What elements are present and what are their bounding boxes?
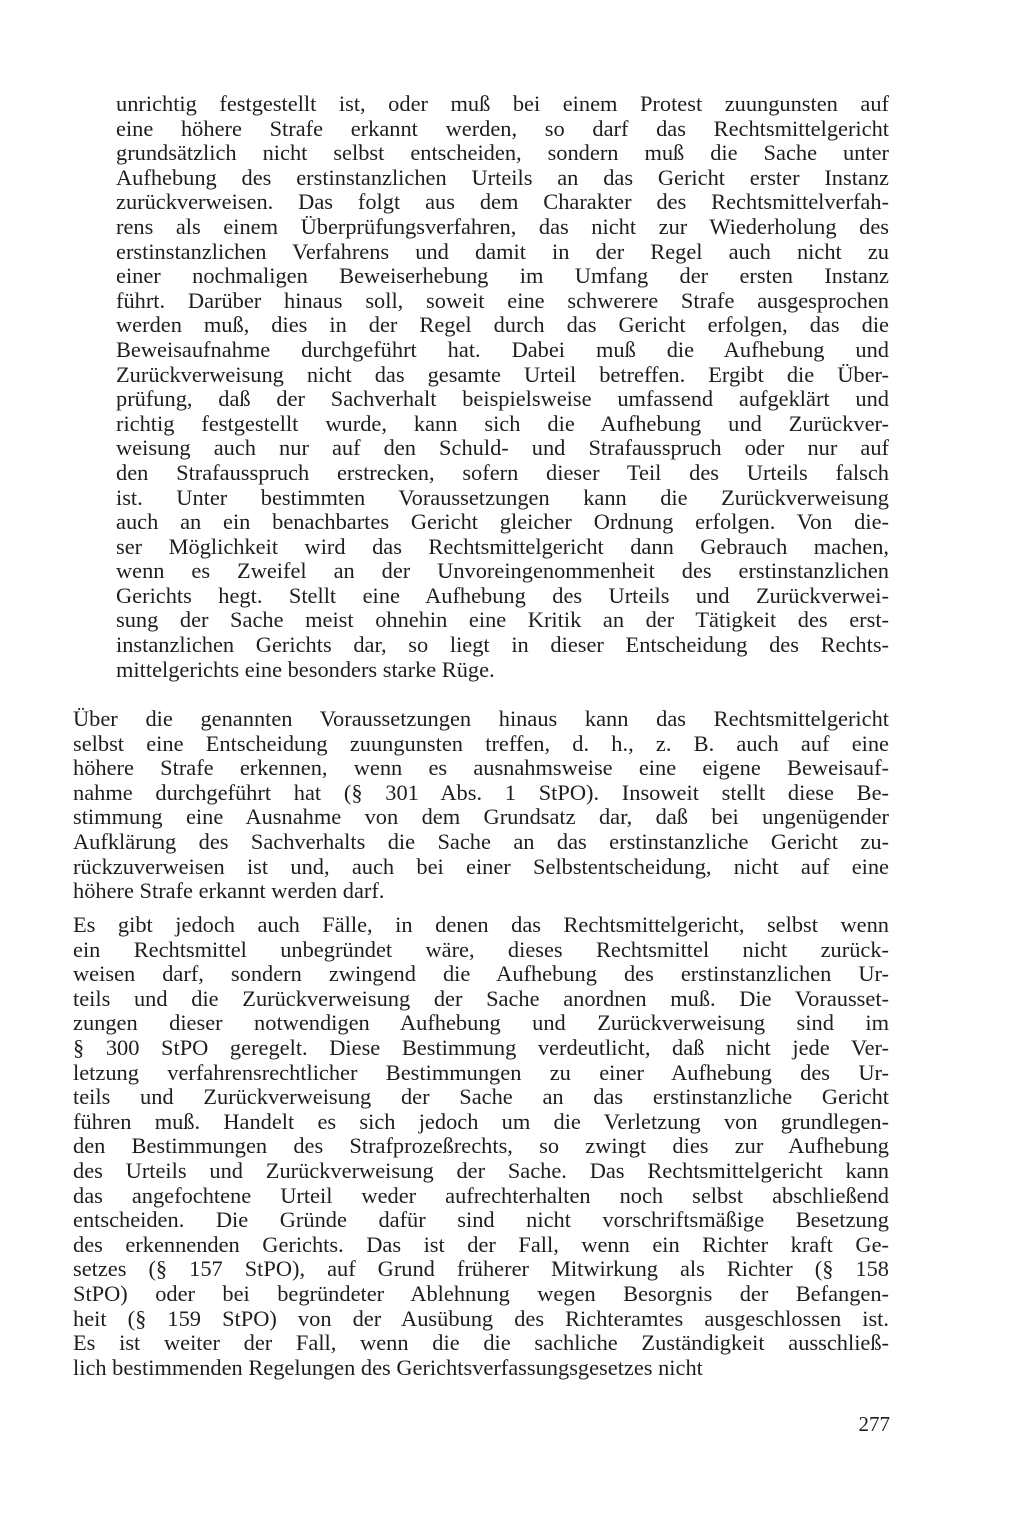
text-line: auch an ein benachbartes Gericht gleicher Ordnung erfolgen. Von die- [116, 509, 889, 535]
text-line: den Bestimmungen des Strafprozeßrechts, so zwingt dies zur Aufhebung [73, 1133, 889, 1159]
text-line: wenn es Zweifel an der Unvoreingenommenheit des erstinstanzlichen [116, 558, 889, 584]
text-line: des Urteils und Zurückverweisung der Sache. Das Rechtsmittelgericht kann [73, 1157, 889, 1183]
text-line: Es ist weiter der Fall, wenn die die sachliche Zuständigkeit ausschließ- [73, 1330, 889, 1356]
text-line: Beweisaufnahme durchgeführt hat. Dabei muß die Aufhebung und [116, 336, 889, 362]
text-line: instanzlichen Gerichts dar, so liegt in dieser Entscheidung des Rechts- [116, 632, 889, 658]
text-line: sung der Sache meist ohnehin eine Kritik an der Tätigkeit des erst- [116, 607, 889, 633]
paragraph-1 [73, 92, 889, 682]
paragraph-2 [73, 707, 889, 904]
text-line: führt. Darüber hinaus soll, soweit eine schwerere Strafe ausgesprochen [116, 287, 889, 313]
text-line: ein Rechtsmittel unbegründet wäre, dieses Rechtsmittel nicht zurück- [73, 936, 889, 962]
text-line: höhere Strafe erkennen, wenn es ausnahmsweise eine eigene Beweisauf- [73, 755, 889, 781]
text-line: rückzuverweisen ist und, auch bei einer Selbstentscheidung, nicht auf eine [73, 853, 889, 879]
text-line: Gerichts hegt. Stellt eine Aufhebung des Urteils und Zurückverwei- [116, 582, 889, 608]
text-line: Aufklärung des Sachverhalts die Sache an das erstinstanzliche Gericht zu- [73, 828, 889, 854]
text-line: zungen dieser notwendigen Aufhebung und Zurückverweisung sind im [73, 1010, 889, 1036]
text-line: Zurückverweisung nicht das gesamte Urteil betreffen. Ergibt die Über- [116, 361, 889, 387]
text-line: prüfung, daß der Sachverhalt beispielsweise umfassend aufgeklärt und [116, 386, 889, 412]
text-line: StPO) oder bei begründeter Ablehnung wegen Besorgnis der Befangen- [73, 1280, 889, 1306]
text-line: erstinstanzlichen Verfahrens und damit in der Regel auch nicht zu [116, 238, 889, 264]
text-line: Aufhebung des erstinstanzlichen Urteils an das Gericht erster Instanz [116, 164, 889, 190]
text-line: selbst eine Entscheidung zuungunsten treffen, d. h., z. B. auch auf eine [73, 730, 889, 756]
text-line: höhere Strafe erkannt werden darf. [73, 878, 385, 904]
text-line: teils und Zurückverweisung der Sache an das erstinstanzliche Gericht [73, 1084, 889, 1110]
text-line: werden muß, dies in der Regel durch das Gericht erfolgen, das die [116, 312, 889, 338]
text-line: § 300 StPO geregelt. Diese Bestimmung verdeutlicht, daß nicht jede Ver- [73, 1034, 889, 1060]
text-line: Es gibt jedoch auch Fälle, in denen das Rechtsmittelgericht, selbst wenn [73, 912, 889, 937]
text-line: des erkennenden Gerichts. Das ist der Fall, wenn ein Richter kraft Ge- [73, 1231, 889, 1257]
text-line: lich bestimmenden Regelungen des Gerichtsverfassungsgesetzes nicht [73, 1354, 703, 1380]
text-line: weisen darf, sondern zwingend die Aufhebung des erstinstanzlichen Ur- [73, 961, 889, 987]
text-line: stimmung eine Ausnahme von dem Grundsatz dar, daß bei ungenügender [73, 804, 889, 830]
text-line: richtig festgestellt wurde, kann sich die Aufhebung und Zurückver- [116, 410, 889, 436]
text-line: rens als einem Überprüfungsverfahren, das nicht zur Wiederholung des [116, 213, 889, 239]
text-line: eine höhere Strafe erkannt werden, so darf das Rechtsmittelgericht [116, 115, 889, 141]
text-line: einer nochmaligen Beweiserhebung im Umfang der ersten Instanz [116, 263, 889, 289]
text-line: weisung auch nur auf den Schuld- und Strafausspruch oder nur auf [116, 435, 889, 461]
text-line: entscheiden. Die Gründe dafür sind nicht vorschriftsmäßige Besetzung [73, 1207, 889, 1233]
text-line: Über die genannten Voraussetzungen hinaus kann das Rechtsmittelgericht [73, 706, 889, 731]
text-line: zurückverweisen. Das folgt aus dem Charakter des Rechtsmittelverfah- [116, 189, 889, 215]
text-line: setzes (§ 157 StPO), auf Grund früherer Mitwirkung als Richter (§ 158 [73, 1256, 889, 1282]
paragraph-3 [73, 913, 889, 1380]
text-line: unrichtig festgestellt ist, oder muß bei einem Protest zuungunsten auf [116, 91, 889, 116]
text-line: heit (§ 159 StPO) von der Ausübung des Richteramtes ausgeschlossen ist. [73, 1305, 889, 1331]
paragraph-text [73, 92, 889, 682]
page-number: 277 [858, 1412, 890, 1436]
text-line: teils und die Zurückverweisung der Sache anordnen muß. Die Vorausset- [73, 985, 889, 1011]
paragraph-text [73, 913, 889, 1380]
text-line: letzung verfahrensrechtlicher Bestimmungen zu einer Aufhebung des Ur- [73, 1059, 889, 1085]
text-line: nahme durchgeführt hat (§ 301 Abs. 1 StPO). Insoweit stellt diese Be- [73, 779, 889, 805]
text-line: mittelgerichts eine besonders starke Rüge. [116, 656, 495, 682]
text-line: ist. Unter bestimmten Voraussetzungen kann die Zurückverweisung [116, 484, 889, 510]
paragraph-text [73, 707, 889, 904]
text-line: ser Möglichkeit wird das Rechtsmittelgericht dann Gebrauch machen, [116, 533, 889, 559]
text-line: grundsätzlich nicht selbst entscheiden, sondern muß die Sache unter [116, 140, 889, 166]
text-line: den Strafausspruch erstrecken, sofern dieser Teil des Urteils falsch [116, 459, 889, 485]
text-line: das angefochtene Urteil weder aufrechterhalten noch selbst abschließend [73, 1182, 889, 1208]
text-line: führen muß. Handelt es sich jedoch um die Verletzung von grundlegen- [73, 1108, 889, 1134]
